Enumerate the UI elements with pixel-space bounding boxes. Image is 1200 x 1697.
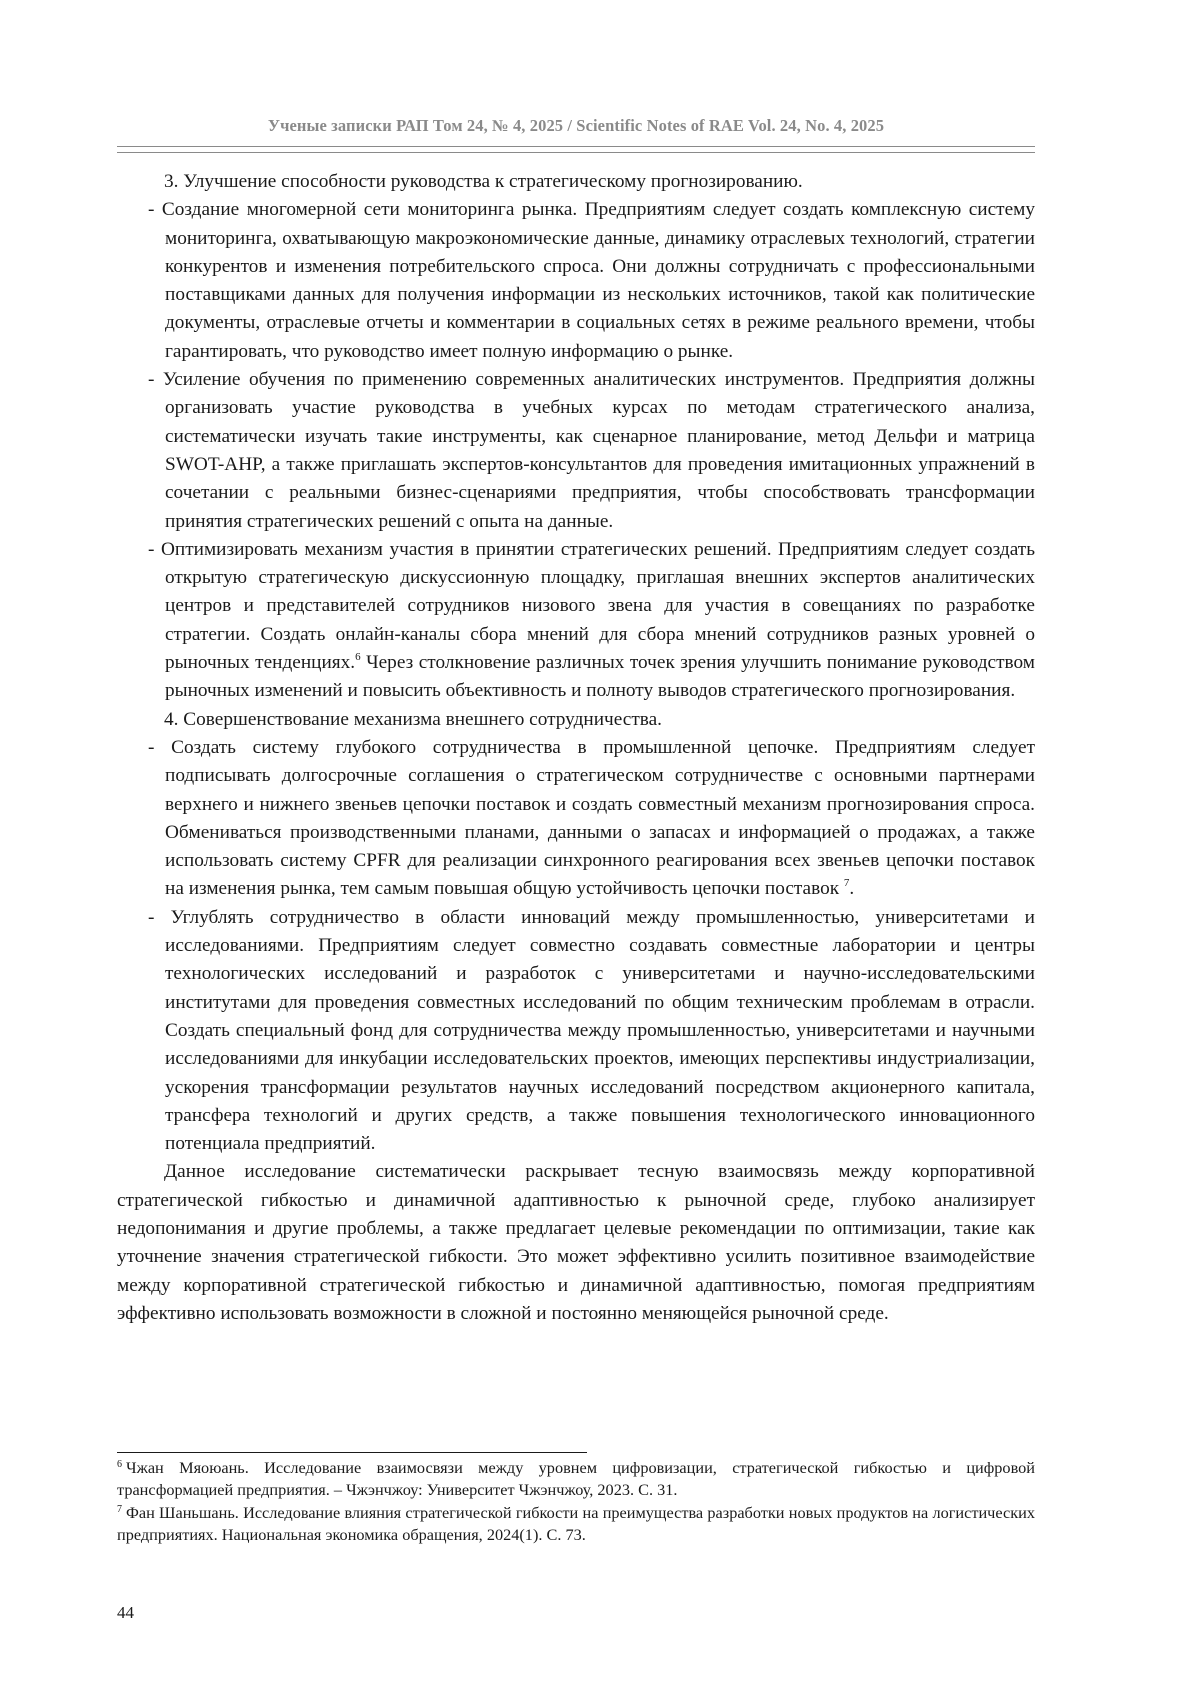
list-item-text: - Оптимизировать механизм участия в принятии стратегических решений. Предприятиям следует создать открытую стратегическую дискуссионную площадку, приглашая внешних экспертов аналитических центров и представителей сотрудников низового звена для участия в совещаниях по разработке стратегии. Создать онлайн-каналы сбора мнений для сбора мнений сотрудников разных уровней о рыночных тенденциях. [148,538,1035,674]
footnote-text: Фан Шаньшань. Исследование влияния стратегической гибкости на преимущества разработки новых продуктов на логистических предприятиях. Национальная экономика обращения, 2024(1). С. 73. [117,1502,1035,1544]
footnote-mark: 6 [117,1459,122,1470]
header-rule-top [117,146,1035,147]
list-item-text: - Создать систему глубокого сотрудничества в промышленной цепочке. Предприятиям следует подписывать долгосрочные соглашения о стратегическом сотрудничестве с основными партнерами верхнего и нижнего звеньев цепочки поставок и создать совместный механизм прогнозирования спроса. Обмениваться производственными планами, данными о запасах и информацией о продажах, а также использовать систему CPFR для реализации синхронного реагирования всех звеньев цепочки поставок на изменения рынка, тем самым повышая общую устойчивость цепочки поставок [148,736,1035,900]
header-rule-bottom [117,152,1035,153]
footnote-ref-6[interactable]: 6 [355,651,361,664]
footnote-separator [117,1452,587,1453]
section-heading-4: 4. Совершенствование механизма внешнего сотрудничества. [164,708,662,730]
section-heading-3: 3. Улучшение способности руководства к стратегическому прогнозированию. [164,171,803,192]
conclusion-paragraph: Данное исследование систематически раскрывает тесную взаимосвязь между корпоративной стратегической гибкостью и динамичной адаптивностью к рыночной среде, глубоко анализирует недопонимания и другие проблемы, а также предлагает целевые рекомендации по оптимизации, такие как уточнение значения стратегической гибкости. Это может эффективно усилить позитивное взаимодействие между корпоративной стратегической гибкостью и динамичной адаптивностью, помогая предприятиям эффективно использовать возможности в сложной и постоянно меняющейся рыночной среде. [117,1161,1035,1324]
footnote-7 [117,1502,1035,1547]
article-body [117,168,1035,1328]
list-item-innovation-cooperation: - Углублять сотрудничество в области инноваций между промышленностью, университетами и исследованиями. Предприятиям следует совместно создавать совместные лаборатории и центры технологических исследований и разработок с университетами и научно-исследовательскими институтами для проведения совместных исследований по общим техническим проблемам в отрасли. Создать специальный фонд для сотрудничества между промышленностью, университетами и научными исследованиями для инкубации исследовательских проектов, имеющих перспективы индустриализации, ускорения трансформации результатов научных исследований посредством акционерного капитала, трансфера технологий и других средств, а также повышения технологического инновационного потенциала предприятий. [148,906,1035,1155]
footnote-mark: 7 [117,1503,122,1515]
list-item-supply-chain [117,734,1035,904]
list-item-decision-participation [117,536,1035,706]
running-header: Ученые записки РАП Том 24, № 4, 2025 / Scientific Notes of RAE Vol. 24, No. 4, 2025 [267,116,885,135]
footnote-6 [117,1457,1035,1502]
list-item-market-monitoring: - Создание многомерной сети мониторинга рынка. Предприятиям следует создать комплексную систему мониторинга, охватывающую макроэкономические данные, динамику отраслевых технологий, стратегии конкурентов и изменения потребительского спроса. Они должны сотрудничать с профессиональными поставщиками данных для получения информации из нескольких источников, такой как политические документы, отраслевые отчеты и комментарии в социальных сетях в режиме реального времени, чтобы гарантировать, что руководство имеет полную информацию о рынке. [148,199,1035,362]
page-number: 44 [117,1603,134,1622]
footnotes [117,1457,1035,1546]
list-item-analytics-training: - Усиление обучения по применению современных аналитических инструментов. Предприятия должны организовать участие руководства в учебных курсах по методам стратегического анализа, систематически изучать такие инструменты, как сценарное планирование, метод Дельфи и матрица SWOT-AHP, а также приглашать экспертов-консультантов для проведения имитационных упражнений в сочетании с реальными бизнес-сценариями предприятия, чтобы способствовать трансформации принятия стратегических решений с опыта на данные. [148,369,1035,532]
footnote-ref-7[interactable]: 7 [843,877,850,890]
footnote-text: Чжан Мяоюань. Исследование взаимосвязи между уровнем цифровизации, стратегической гибкостью и цифровой трансформацией предприятия. – Чжэнчжоу: Университет Чжэнчжоу, 2023. С. 31. [117,1458,1035,1500]
list-item-text-tail: . [849,878,855,900]
list-item-text-tail: Через столкновение различных точек зрения улучшить понимание руководством рыночных изменений и повысить объективность и полноту выводов стратегического прогнозирования. [165,652,1035,702]
